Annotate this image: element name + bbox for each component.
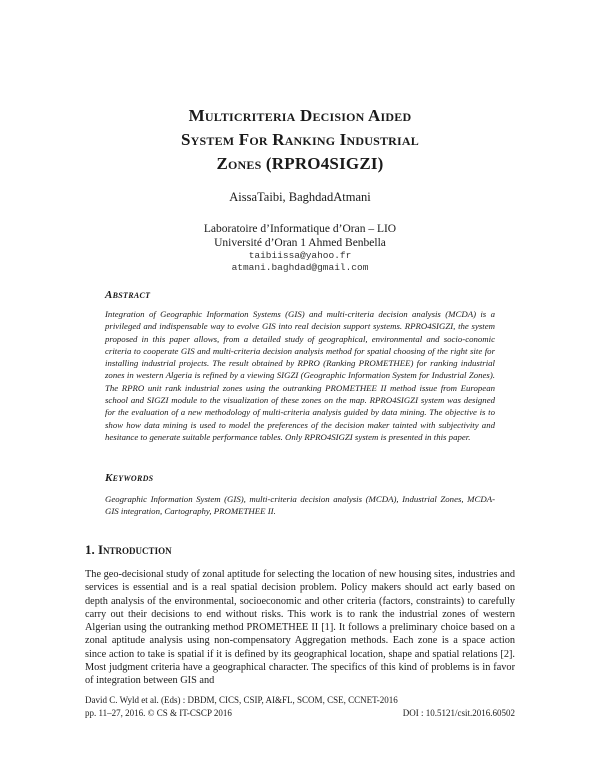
abstract-heading: Abstract xyxy=(105,289,151,301)
keywords-heading: Keywords xyxy=(105,472,154,484)
abstract-body: Integration of Geographic Information Systems (GIS) and multi-criteria decision analysis (MCDA) is a privileged and indispensable way to evolve GIS into real decision support systems. RPRO4SIGZI, the system proposed in this paper allows, from a detailed study of geographical, environmental and socio-conomic criteria to cooperate GIS and multi-criteria decision analysis method for spatial choosing of the right site for installing industrial projects. The result obtained by RPRO (Ranking PROMETHEE) for ranking industrial zones in western Algeria is refined by a viewing SIGZI (Geographic Information System for Industrial Zones). The RPRO unit rank industrial zones using the outranking PROMETHEE II method issue from European school and SIGZI module to the visualization of these zones on the map. RPRO4SIGZI system was designed for the evaluation of a new methodology of multi-criteria analysis guided by data mining. The objective is to show how data mining is used to model the preferences of the decision maker tainted with subjectivity and hesitance to generate suitable performance tables. Only RPRO4SIGZI system is presented in this paper. xyxy=(105,309,495,442)
footer-doi[interactable]: DOI : 10.5121/csit.2016.60502 xyxy=(402,707,515,718)
keywords-body: Geographic Information System (GIS), multi-criteria decision analysis (MCDA), Industrial Zones, MCDA-GIS integration, Cartography, PROMETHEE II. xyxy=(105,494,495,517)
footer-proceedings: David C. Wyld et al. (Eds) : DBDM, CICS, CSIP, AI&FL, SCOM, CSE, CCNET-2016 xyxy=(85,695,398,705)
footer-row xyxy=(85,707,515,720)
title-line-1: Multicriteria Decision Aided xyxy=(188,106,412,125)
title-line-3: Zones (RPRO4SIGZI) xyxy=(216,154,384,173)
affiliation-university: Université d’Oran 1 Ahmed Benbella xyxy=(214,237,386,249)
author-names: AissaTaibi, BaghdadAtmani xyxy=(229,190,371,204)
author-email-2[interactable]: atmani.baghdad@gmail.com xyxy=(231,262,369,273)
page-footer xyxy=(85,694,515,719)
affiliation-lab: Laboratoire d’Informatique d’Oran – LIO xyxy=(203,223,397,235)
footer-pages-copyright: pp. 11–27, 2016. © CS & IT-CSCP 2016 xyxy=(85,707,232,718)
author-email-1[interactable]: taibiissa@yahoo.fr xyxy=(248,250,352,261)
introduction-heading: 1. Introduction xyxy=(85,542,172,557)
title-line-2: System For Ranking Industrial xyxy=(181,130,419,149)
affiliation-block xyxy=(0,222,600,274)
introduction-body: The geo-decisional study of zonal aptitude for selecting the location of new housing sites, industries and services is essential and is a real spatial decision problem. Policy makers should act early based on depth analysis of the environmental, socioeconomic and other criteria (factors, constraints) to carefully carry out their decisions to end without risks. This work is to rank the industrial zones of western Algerian using the outranking method PROMETHEE II [1]. It follows a preliminary choice based on a zonal aptitude analysis using non-compensatory Aggregation methods. Each zone is a space action since action to take is spatial if it is defined by its geographical location, shape and spatial relations [2]. Most judgment criteria have a geographical character. The specifics of this kind of problems is in favor of integration between GIS and xyxy=(85,569,515,687)
paper-title xyxy=(0,104,600,176)
